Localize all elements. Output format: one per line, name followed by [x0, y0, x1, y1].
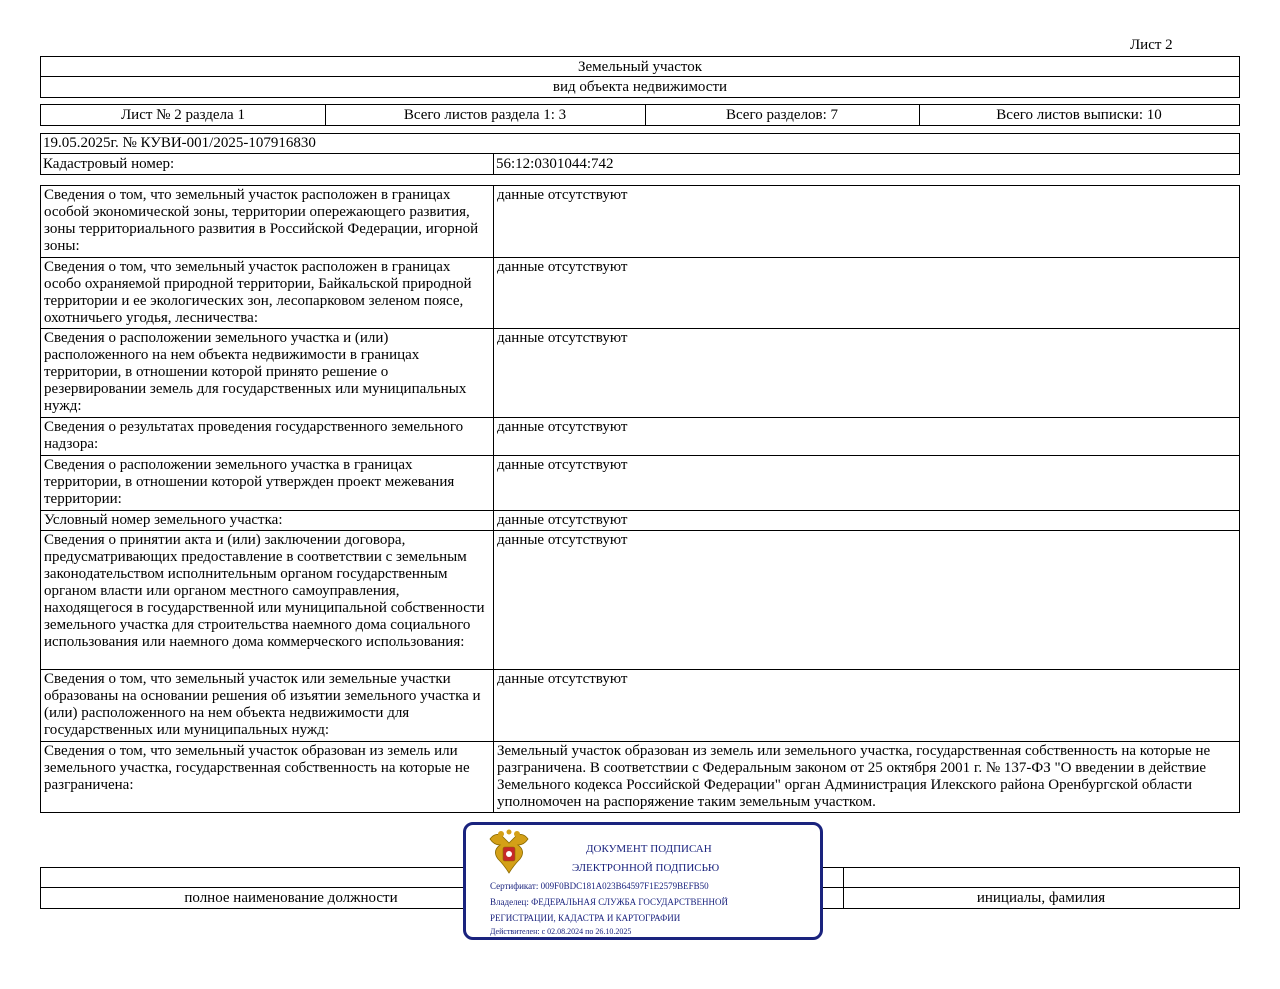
table-row	[41, 670, 1239, 742]
stamp-line1: ДОКУМЕНТ ПОДПИСАН	[586, 843, 712, 855]
table-row	[41, 742, 1239, 812]
row-value: данные отсутствуют	[497, 671, 628, 687]
table-row	[41, 258, 1239, 329]
row-label: Сведения о том, что земельный участок или земельные участки образованы на основании решения об изъятии земельного участка и (или) расположенного на нем объекта недвижимости для государственных или муниципальных нужд:	[44, 671, 481, 738]
row-label: Сведения о том, что земельный участок расположен в границах особой экономической зоны, территории опережающего развития, зоны территориального развития в Российской Федерации, игорной зоны:	[44, 187, 479, 254]
sheet-info-box	[40, 104, 1240, 126]
object-title-box	[40, 56, 1240, 98]
signature-stamp	[463, 822, 823, 940]
table-row	[41, 329, 1239, 418]
row-label: Сведения о расположении земельного участка в границах территории, в отношении которой утвержден проект межевания территории:	[44, 457, 455, 507]
row-value: данные отсутствуют	[497, 512, 628, 528]
row-value: Земельный участок образован из земель или земельного участка, государственная собственность на которые не разграничена. В соответствии с Федеральным законом от 25 октября 2001 г. № 137-ФЗ "О введении в действие Земельного кодекса Российской Федерации" орган Администрация Илекского района Оренбургской области уполномочен на распоряжение таким земельным участком.	[497, 743, 1211, 810]
row-value: данные отсутствуют	[497, 532, 628, 548]
table-row	[41, 186, 1239, 258]
sheet-of-section: Лист № 2 раздела 1	[121, 107, 245, 123]
row-value: данные отсутствуют	[497, 330, 628, 346]
table-row	[41, 418, 1239, 456]
row-label: Сведения о результатах проведения государственного земельного надзора:	[44, 419, 464, 452]
cadastral-number: 56:12:0301044:742	[496, 156, 614, 172]
details-table	[40, 185, 1240, 813]
row-value: данные отсутствуют	[497, 259, 628, 275]
row-label: Сведения о том, что земельный участок образован из земель или земельного участка, государственная собственность на которые не разграничена:	[44, 743, 470, 793]
row-value: данные отсутствуют	[497, 457, 628, 473]
document-id-box	[40, 133, 1240, 175]
stamp-owner-line2: РЕГИСТРАЦИИ, КАДАСТРА И КАРТОГРАФИИ	[490, 913, 681, 923]
stamp-validity: Действителен: с 02.08.2024 по 26.10.2025	[490, 927, 632, 936]
row-label: Сведения о том, что земельный участок расположен в границах особо охраняемой природной территории, Байкальской природной территории и ее экологических зон, лесопарковом зеленом поясе, охотничьего угодья, лесничества:	[44, 259, 472, 326]
total-sections: Всего разделов: 7	[725, 107, 839, 123]
row-value: данные отсутствуют	[497, 419, 628, 435]
object-title: Земельный участок	[41, 57, 1239, 77]
row-label: Условный номер земельного участка:	[44, 512, 283, 528]
total-sheets-extract: Всего листов выписки: 10	[996, 107, 1162, 123]
table-row	[41, 511, 1239, 531]
row-label: Сведения о принятии акта и (или) заключении договора, предусматривающих предоставление в соответствии с земельным законодательством исполнительным органом государственным органом власти или органом местного самоуправления, находящегося в государственной или муниципальной собственности земельного участка для строительства наемного дома социального использования или наемного дома коммерческого использования:	[44, 532, 485, 650]
table-row	[41, 531, 1239, 670]
position-label: полное наименование должности	[184, 890, 398, 906]
stamp-owner-line1: Владелец: ФЕДЕРАЛЬНАЯ СЛУЖБА ГОСУДАРСТВЕННОЙ	[490, 897, 729, 907]
total-sheets-section: Всего листов раздела 1: 3	[403, 107, 567, 123]
stamp-line2: ЭЛЕКТРОННОЙ ПОДПИСЬЮ	[572, 862, 720, 874]
coat-of-arms-icon	[486, 829, 532, 877]
cadastral-label: Кадастровый номер:	[43, 156, 175, 172]
object-subtitle: вид объекта недвижимости	[552, 79, 728, 95]
table-row	[41, 456, 1239, 511]
sheet-number: Лист 2	[1130, 37, 1173, 53]
row-label: Сведения о расположении земельного участка и (или) расположенного на нем объекта недвижимости в границах территории, в отношении которой принято решение о резервировании земель для государственных или муниципальных нужд:	[44, 330, 467, 414]
stamp-certificate: Сертификат: 009F0BDC181A023B64597F1E2579BEFB50	[490, 881, 709, 891]
name-label: инициалы, фамилия	[976, 890, 1106, 906]
date-number: 19.05.2025г. № КУВИ-001/2025-107916830	[41, 134, 1239, 154]
row-value: данные отсутствуют	[497, 187, 628, 203]
